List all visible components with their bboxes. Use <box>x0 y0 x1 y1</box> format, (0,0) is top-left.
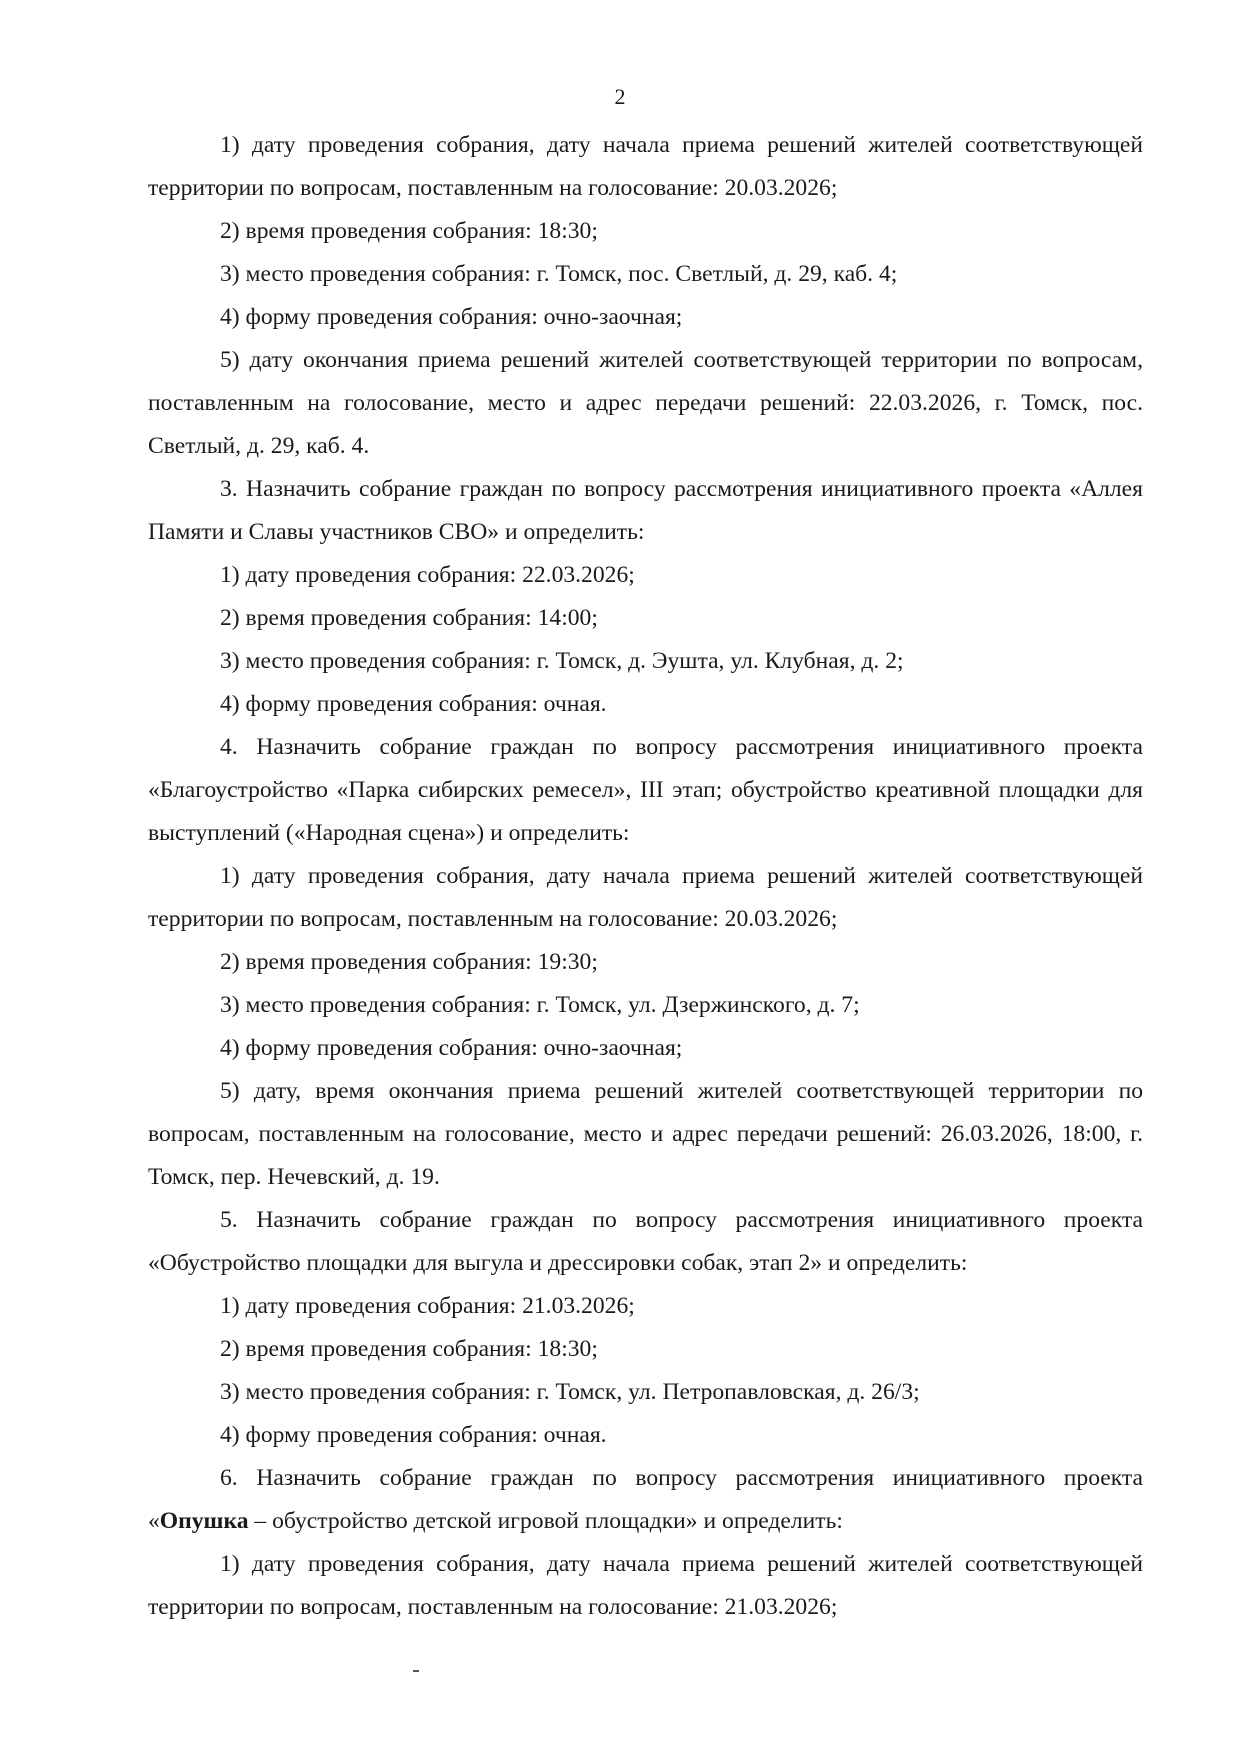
paragraph: 4) форму проведения собрания: очно-заочная; <box>220 1035 683 1061</box>
paragraph: 2) время проведения собрания: 18:30; <box>220 218 598 244</box>
project-name-bold: Опушка <box>159 1508 249 1534</box>
paragraph: 2) время проведения собрания: 14:00; <box>220 605 598 631</box>
paragraph: 3) место проведения собрания: г. Томск, ул. Петропавловская, д. 26/3; <box>220 1379 920 1405</box>
paragraph-text-before: 6. Назначить собрание граждан по вопросу рассмотрения инициативного проекта « <box>148 1465 1143 1534</box>
paragraph: 1) дату проведения собрания, дату начала приема решений жителей соответствующей территории по вопросам, поставленным на голосование: 20.03.2026; <box>148 132 1143 201</box>
paragraph: 2) время проведения собрания: 19:30; <box>220 949 598 975</box>
paragraph: 4) форму проведения собрания: очная. <box>220 1422 607 1448</box>
paragraph: 4) форму проведения собрания: очная. <box>220 691 607 717</box>
paragraph: 4. Назначить собрание граждан по вопросу рассмотрения инициативного проекта «Благоустройство «Парка сибирских ремесел», III этап; обустройство креативной площадки для выступлений («Народная сцена») и определить: <box>148 734 1143 846</box>
paragraph: 3) место проведения собрания: г. Томск, ул. Дзержинского, д. 7; <box>220 992 860 1018</box>
paragraph: 3) место проведения собрания: г. Томск, д. Эушта, ул. Клубная, д. 2; <box>220 648 904 674</box>
paragraph: 4) форму проведения собрания: очно-заочная; <box>220 304 683 330</box>
paragraph: 1) дату проведения собрания, дату начала приема решений жителей соответствующей территории по вопросам, поставленным на голосование: 20.03.2026; <box>148 863 1143 932</box>
paragraph: 5. Назначить собрание граждан по вопросу рассмотрения инициативного проекта «Обустройство площадки для выгула и дрессировки собак, этап 2» и определить: <box>148 1207 1143 1276</box>
paragraph: 1) дату проведения собрания: 22.03.2026; <box>220 562 635 588</box>
paragraph-text-after: – обустройство детской игровой площадки» и определить: <box>248 1508 843 1534</box>
document-body <box>148 124 1143 1629</box>
paragraph: 5) дату, время окончания приема решений жителей соответствующей территории по вопросам, поставленным на голосование, место и адрес передачи решений: 26.03.2026, 18:00, г. Томск, пер. Нечевский, д. 19. <box>148 1078 1143 1190</box>
paragraph: 3) место проведения собрания: г. Томск, пос. Светлый, д. 29, каб. 4; <box>220 261 898 287</box>
paragraph: 5) дату окончания приема решений жителей соответствующей территории по вопросам, поставленным на голосование, место и адрес передачи решений: 22.03.2026, г. Томск, пос. Светлый, д. 29, каб. 4. <box>148 347 1143 459</box>
page-number: 2 <box>614 84 626 109</box>
paragraph: 2) время проведения собрания: 18:30; <box>220 1336 598 1362</box>
paragraph: 1) дату проведения собрания, дату начала приема решений жителей соответствующей территории по вопросам, поставленным на голосование: 21.03.2026; <box>148 1551 1143 1620</box>
scan-mark <box>413 1670 419 1672</box>
paragraph: 3. Назначить собрание граждан по вопросу рассмотрения инициативного проекта «Аллея Памяти и Славы участников СВО» и определить: <box>148 476 1143 545</box>
paragraph: 1) дату проведения собрания: 21.03.2026; <box>220 1293 635 1319</box>
paragraph <box>148 1457 1143 1543</box>
